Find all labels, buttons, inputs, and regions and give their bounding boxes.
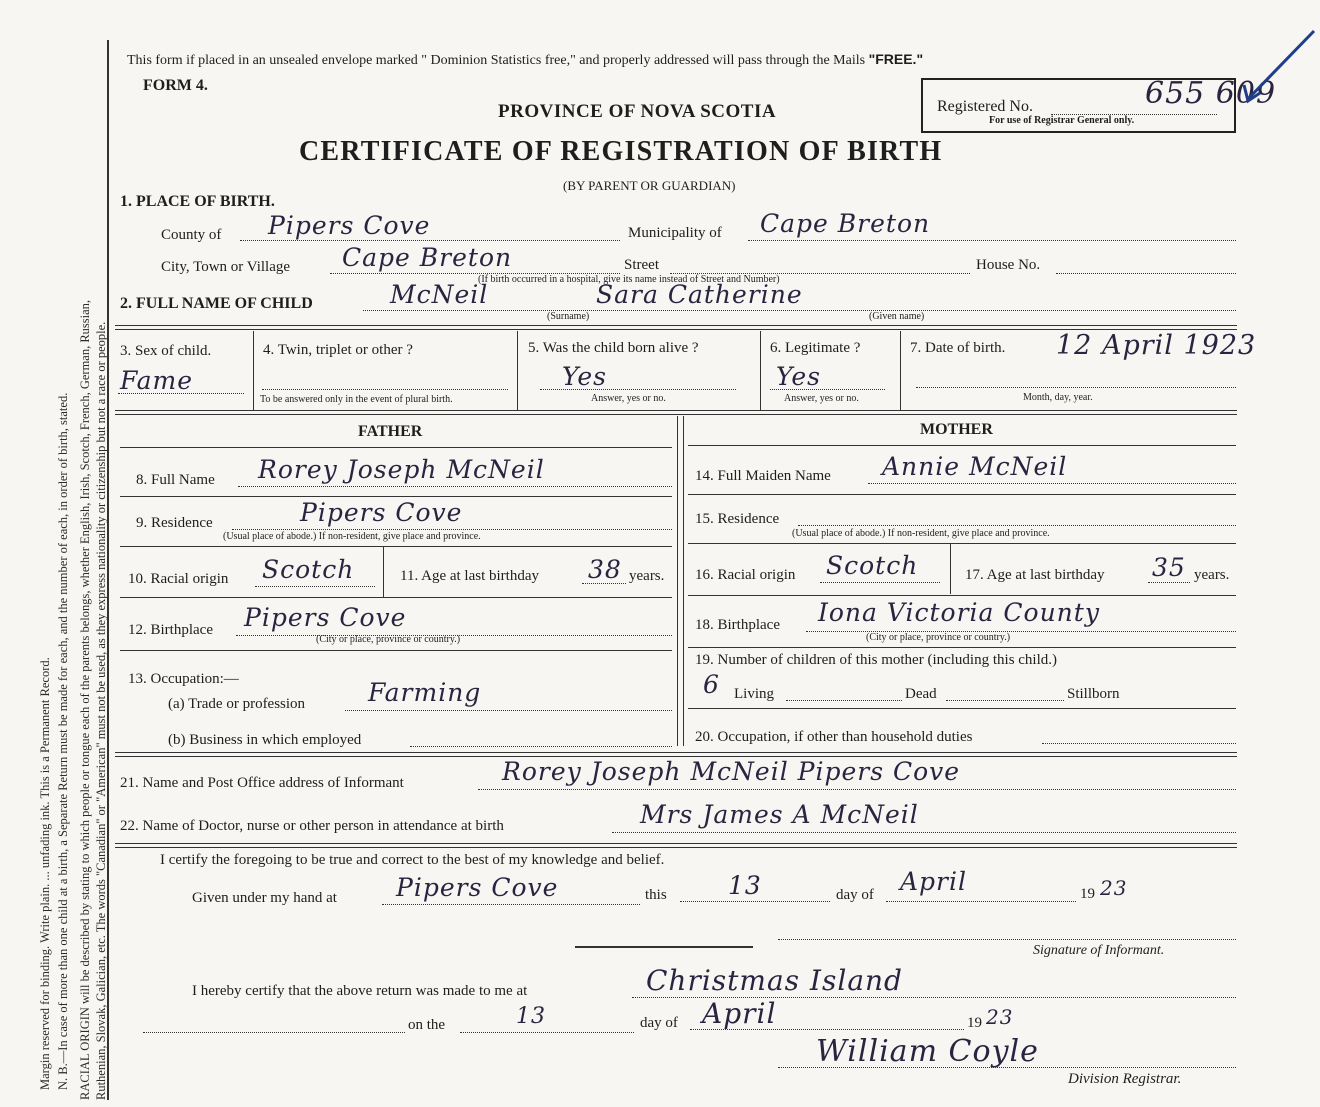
municipality-label: Municipality of xyxy=(628,225,722,241)
given-year-value: 23 xyxy=(1100,876,1128,900)
father-years-label: years. xyxy=(629,568,665,584)
given-at-value: Pipers Cove xyxy=(396,873,559,902)
house-label: House No. xyxy=(976,257,1041,273)
sex-label: 3. Sex of child. xyxy=(120,343,212,359)
father-race-value: Scotch xyxy=(262,555,355,584)
dob-label: 7. Date of birth. xyxy=(910,340,1006,356)
father-race-label: 10. Racial origin xyxy=(128,571,229,587)
legitimate-label: 6. Legitimate ? xyxy=(770,340,861,356)
municipality-value: Cape Breton xyxy=(760,209,931,238)
father-age-label: 11. Age at last birthday xyxy=(400,568,539,584)
given-dayof-label: day of xyxy=(836,887,874,903)
mother-name-value: Annie McNeil xyxy=(882,452,1068,481)
father-birthplace-value: Pipers Cove xyxy=(244,603,407,632)
hospital-note: (If birth occurred in a hospital, give its name instead of Street and Number) xyxy=(478,274,780,285)
father-trade-label: (a) Trade or profession xyxy=(168,696,306,712)
registrar-day-value: 13 xyxy=(516,1004,546,1029)
registrar-statement: I hereby certify that the above return was made to me at xyxy=(192,983,528,999)
father-name-value: Rorey Joseph McNeil xyxy=(258,455,545,484)
father-business-label: (b) Business in which employed xyxy=(168,732,362,748)
legitimate-value: Yes xyxy=(776,362,821,391)
father-birthplace-label: 12. Birthplace xyxy=(128,622,213,638)
informant-value: Rorey Joseph McNeil Pipers Cove xyxy=(502,757,961,786)
alive-note: Answer, yes or no. xyxy=(591,393,666,404)
father-age-value: 38 xyxy=(588,555,622,584)
mother-occupation-label: 20. Occupation, if other than household duties xyxy=(695,729,973,745)
father-residence-note: (Usual place of abode.) If non-resident, give place and province. xyxy=(223,531,481,542)
mother-race-label: 16. Racial origin xyxy=(695,567,796,583)
dob-value: 12 April 1923 xyxy=(1056,330,1257,361)
margin-line-1: Margin reserved for binding. Write plain. ... unfading ink. This is a Permanent Record. xyxy=(38,657,52,1090)
certify-statement: I certify the foregoing to be true and correct to the best of my knowledge and belief. xyxy=(160,852,665,868)
registrar-signature: William Coyle xyxy=(816,1034,1039,1069)
check-mark-icon xyxy=(1240,25,1320,105)
twin-note: To be answered only in the event of plural birth. xyxy=(260,394,453,405)
city-value: Cape Breton xyxy=(342,243,513,272)
free-label: "FREE." xyxy=(868,51,924,67)
registrar-year-prefix: 19 xyxy=(967,1015,982,1031)
city-label: City, Town or Village xyxy=(161,259,291,275)
given-month-value: April xyxy=(900,867,967,896)
mother-residence-note: (Usual place of abode.) If non-resident, give place and province. xyxy=(792,528,1050,539)
place-heading: 1. PLACE OF BIRTH. xyxy=(120,193,275,210)
mother-name-label: 14. Full Maiden Name xyxy=(695,468,831,484)
this-label: this xyxy=(645,887,667,903)
sex-value: Fame xyxy=(120,366,194,395)
father-residence-label: 9. Residence xyxy=(136,515,213,531)
registered-label: Registered No. xyxy=(937,98,1033,115)
alive-value: Yes xyxy=(562,362,607,391)
margin-line-2: N. B.—In case of more than one child at a birth, a Separate Return must be made for each, and the number of each, in order of birth, stated. xyxy=(56,392,70,1090)
mother-birthplace-value: Iona Victoria County xyxy=(818,598,1100,627)
given-caption: (Given name) xyxy=(869,311,925,322)
margin-line-3: RACIAL ORIGIN will be described by stating to which people or tongue each of the parents belongs, whether English, Irish, Scotch, French, German, Russian, xyxy=(78,299,92,1100)
informant-label: 21. Name and Post Office address of Informant xyxy=(120,775,404,791)
registrar-month-value: April xyxy=(702,997,777,1030)
child-given-value: Sara Catherine xyxy=(596,280,803,309)
father-occupation-label: 13. Occupation:— xyxy=(128,671,239,687)
registrar-dayof-label: day of xyxy=(640,1015,678,1031)
mother-children-label: 19. Number of children of this mother (including this child.) xyxy=(695,652,1058,668)
mother-years-label: years. xyxy=(1194,567,1230,583)
mother-heading: MOTHER xyxy=(920,421,993,438)
given-day-value: 13 xyxy=(728,871,762,900)
mother-race-value: Scotch xyxy=(826,551,919,580)
mother-residence-label: 15. Residence xyxy=(695,511,780,527)
legitimate-note: Answer, yes or no. xyxy=(784,393,859,404)
mother-age-value: 35 xyxy=(1152,553,1186,582)
alive-label: 5. Was the child born alive ? xyxy=(528,340,699,356)
given-at-label: Given under my hand at xyxy=(192,890,337,906)
father-name-label: 8. Full Name xyxy=(136,472,215,488)
registrar-place-value: Christmas Island xyxy=(646,964,903,997)
county-value: Pipers Cove xyxy=(268,211,431,240)
doctor-label: 22. Name of Doctor, nurse or other person in attendance at birth xyxy=(120,818,504,834)
mother-living-value: 6 xyxy=(703,670,720,699)
county-label: County of xyxy=(161,227,222,243)
doctor-value: Mrs James A McNeil xyxy=(640,800,919,829)
mother-living-label: Living xyxy=(734,686,774,702)
province-heading: PROVINCE OF NOVA SCOTIA xyxy=(498,101,777,122)
page-subtitle: (BY PARENT OR GUARDIAN) xyxy=(563,178,736,193)
informant-signature-caption: Signature of Informant. xyxy=(1033,943,1165,958)
dob-note: Month, day, year. xyxy=(1023,392,1093,403)
street-label: Street xyxy=(624,257,659,273)
mother-stillborn-label: Stillborn xyxy=(1067,686,1120,702)
mother-age-label: 17. Age at last birthday xyxy=(965,567,1105,583)
mail-notice: This form if placed in an unsealed envelope marked " Dominion Statistics free," and properly addressed will pass through the Mails "FREE." xyxy=(127,51,924,68)
margin-line-4: Ruthenian, Slovak, Galician, etc. The words "Canadian" or "American" must not be used, as they express nationality or citizenship but not a race or people. xyxy=(94,321,108,1100)
margin-notes xyxy=(10,0,110,1107)
registered-note: For use of Registrar General only. xyxy=(989,115,1135,126)
father-heading: FATHER xyxy=(358,423,423,440)
page-title: CERTIFICATE OF REGISTRATION OF BIRTH xyxy=(299,136,943,167)
twin-label: 4. Twin, triplet or other ? xyxy=(263,342,413,358)
margin-rule xyxy=(107,40,109,1100)
registration-box xyxy=(921,76,1277,133)
mother-birthplace-label: 18. Birthplace xyxy=(695,617,780,633)
child-name-label: 2. FULL NAME OF CHILD xyxy=(120,295,313,312)
father-birthplace-note: (City or place, province or country.) xyxy=(316,634,461,645)
registrar-year-value: 23 xyxy=(986,1005,1014,1029)
registered-number: 655 609 xyxy=(1145,76,1277,111)
registrar-on-the-label: on the xyxy=(408,1017,446,1033)
given-year-prefix: 19 xyxy=(1080,886,1095,902)
child-surname-value: McNeil xyxy=(390,280,489,309)
form-number: FORM 4. xyxy=(143,77,208,94)
registrar-caption: Division Registrar. xyxy=(1068,1071,1182,1087)
mother-dead-label: Dead xyxy=(905,686,937,702)
father-residence-value: Pipers Cove xyxy=(300,498,463,527)
father-trade-value: Farming xyxy=(368,678,482,707)
surname-caption: (Surname) xyxy=(547,311,590,322)
mother-birthplace-note: (City or place, province or country.) xyxy=(866,632,1011,643)
